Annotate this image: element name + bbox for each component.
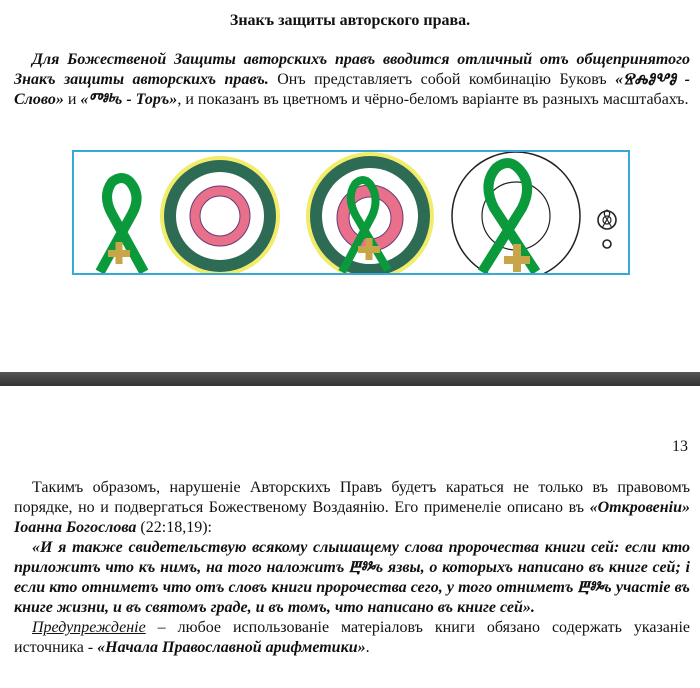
source-title: «Начала Православной арифметики» [97,639,366,656]
intro-text-2: , и показанъ въ цветномъ и чёрно-беломъ варіанте въ разныхъ масштабахъ. [177,91,689,108]
paragraph-1-text: Такимъ образомъ, нарушеніе Авторскихъ Правъ будетъ караться не только въ правовомъ порядке, но и подвергаться Божественому Воздаянію. Его применеліе описано въ [14,479,690,516]
copyright-sign-figure [72,150,630,275]
warning-end: . [365,639,370,656]
intro-and: и [63,91,81,108]
copyright-sign-drawings [74,152,628,273]
ring-icon [160,156,280,273]
small-monogram-icon [598,210,616,248]
page-number: 13 [672,438,688,455]
body-text [14,478,690,658]
scripture-quote: «И я также свидетельствую всякому слышащему слова пророчества книги сей: если кто приложитъ что къ нимъ, на того наложитъ Ⰱⱁⰳъ язвы, о которыхъ написано въ книге сей; і если кто отниметъ что отъ словъ книги пророчества сего, у того отниметъ Ⰱⱁⰳъ участіе въ книге жизни, и въ святомъ граде, и въ томъ, что написано въ книге сей». [14,539,690,616]
revelation-title: «Откровеніи» Іоанна Богослова [14,499,690,536]
verse-reference: (22:18,19): [136,519,212,536]
intro-bold-sentence: Для Божественой Защиты авторскихъ правъ вводится отличный отъ общепринятого Знакъ защиты авторскихъ правъ. [14,51,690,88]
intro-text-1: Онъ представляетъ собой комбинацію Буковъ [268,71,616,88]
tor-letter-name: «Ⱅⱁⱃъ - Торъ» [80,91,178,108]
slovo-letter-name: «ⰔⰎⰑⰂⰑ - Слово» [14,71,690,108]
warning-label: Предупрежденіе [32,619,146,636]
page-divider [0,372,700,386]
warning-paragraph [14,618,690,658]
section-heading: Знакъ защиты авторского права. [229,12,471,29]
paragraph-1 [14,478,690,538]
ring-ribbon-cross-icon [306,152,434,273]
intro-paragraph [14,50,690,110]
ribbon-cross-icon [100,178,144,272]
bw-ring-ribbon-cross-icon [452,152,580,273]
warning-text: – любое использованіе матеріаловъ книги обязано содержать указаніе источника - [14,619,690,656]
